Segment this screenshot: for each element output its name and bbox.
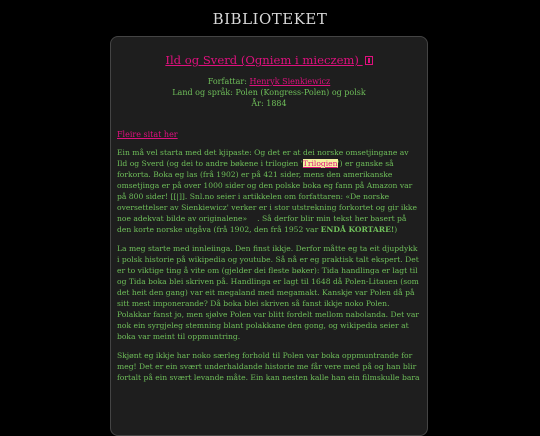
site-title: BIBLIOTEKET (212, 10, 328, 28)
year-line: År: 1884 (251, 99, 287, 108)
para1-bold: ENDÅ KORTARE! (320, 225, 395, 234)
review-paragraph-1 (117, 147, 421, 235)
review-paragraph-3: Skjønt eg ikkje har noko særleg forhold til Polen var boka oppmuntrande for meg! Det er ein svært underhaldande historie me får vere med på og han blir fortalt på ein svært levande måte. Ein kan nesten kalle han ein filmskulle bara (117, 351, 420, 382)
para1-text-b: ') er ganske så forkorta. Boka eg las (frå 1902) er på 421 sider, mens den amerikanske omsetjinga er på over 1000 sider og den polske boka eg fann på Amazon var på 800 sider! [[|]]. Snl.no seier i artikkelen om forfattaren: «De norske oversettelser av Sienkiewicz' verker er i stor utstrekning forkortet og gir ikke noe adekvat bilde av originalene» . Så derfor blir min tekst her basert på den korte norske utgåva (frå 1902, den frå 1952 var (117, 159, 418, 234)
para1-text-c: ) (394, 225, 398, 234)
book-meta (117, 76, 421, 109)
review-paragraph-2: La meg starte med innleiinga. Den finst ikkje. Derfor måtte eg ta eit djupdykk i polsk historie på wikipedia og youtube. Så nå er eg praktisk talt ekspert. Det er to viktige ting å vite om (gjelder dei fleste bøker): Tida handlinga er lagt til og Tida boka blei skriven på. Handlinga er lagt til 1648 då Polen-Litauen (som det heit den gang) var eit megaland med megamakt. Kanskje var Polen då på sitt mest imponerande? Då boka blei skriven så fanst ikkje noko Polen. Polakkar fanst jo, men sjølve Polen var blitt fordelt mellom nabolanda. Det var nok ein syrgjeleg stemning blant polakkane den gong, og wikipedia seier at boka var meint til oppmuntring. (117, 244, 420, 341)
author-line (117, 76, 421, 87)
land-sprak-line: Land og språk: Polen (Kongress-Polen) og polsk (172, 88, 366, 97)
book-title-link[interactable] (117, 53, 421, 67)
book-title-text[interactable]: Ild og Sverd (Ogniem i mieczem) (165, 53, 359, 67)
author-link[interactable]: Henryk Sienkiewicz (249, 77, 331, 86)
para1-text-a: Ein må vel starta med det kjipaste: Og det er at dei norske omsetjingane av Ild og Sverd (og dei to andre bøkene i trilogien ' (117, 148, 409, 168)
trilogy-link[interactable]: Trilogien (302, 159, 338, 168)
book-review-card (110, 36, 428, 436)
author-label: Forfattar: (207, 77, 247, 86)
more-quotes-link[interactable]: Fleire sitat her (117, 130, 178, 139)
book-icon[interactable] (365, 56, 373, 65)
